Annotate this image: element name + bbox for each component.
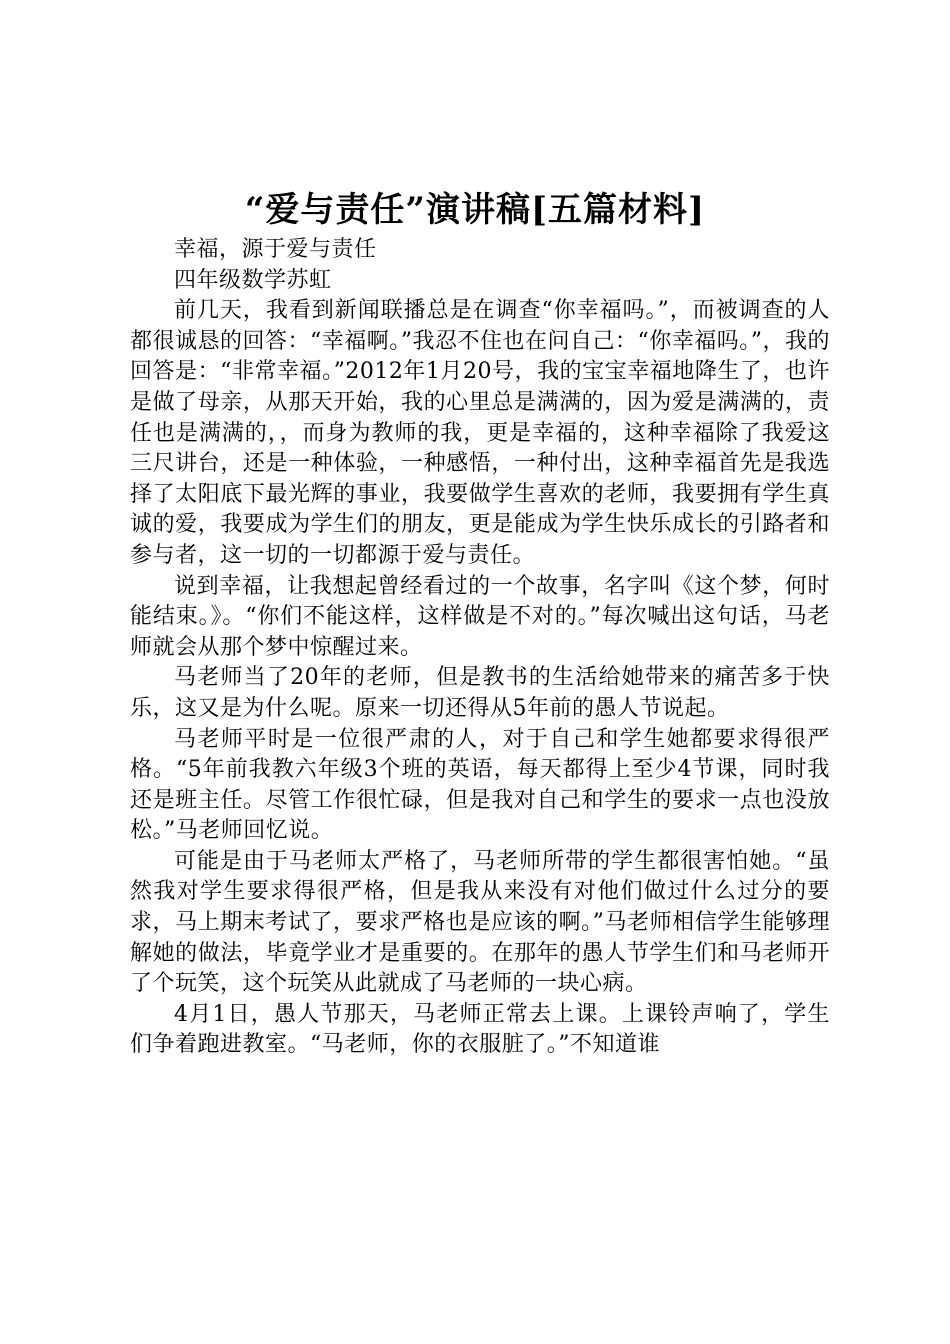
document-body (130, 235, 830, 1061)
paragraph: 4月1日，愚人节那天，马老师正常去上课。上课铃声响了，学生们争着跑进教室。“马老师，你的衣服脏了。”不知道谁 (130, 1001, 830, 1058)
paragraph: 马老师当了20年的老师，但是教书的生活给她带来的痛苦多于快乐，这又是为什么呢。原来一切还得从5年前的愚人节说起。 (130, 665, 830, 721)
paragraph-subtitle: 幸福，源于爱与责任 (174, 237, 377, 262)
document-title: “爱与责任”演讲稿[五篇材料] (244, 190, 706, 230)
paragraph: 前几天，我看到新闻联播总是在调查“你幸福吗。”，而被调查的人都很诚恳的回答：“幸福啊。”我忍不住也在问自己：“你幸福吗。”，我的回答是：“非常幸福。”2012年1月20号，我的宝宝幸福地降生了，也许是做了母亲，从那天开始，我的心里总是满满的，因为爱是满满的，责任也是满满的，，而身为教师的我，更是幸福的，这种幸福除了我爱这三尺讲台，还是一种体验，一种感悟，一种付出，这种幸福首先是我选择了太阳底下最光辉的事业，我要做学生喜欢的老师，我要拥有学生真诚的爱，我要成为学生们的朋友，更是能成为学生快乐成长的引路者和参与者，这一切的一切都源于爱与责任。 (130, 298, 830, 568)
paragraph-author: 四年级数学苏虹 (174, 267, 332, 293)
paragraph: 说到幸福，让我想起曾经看过的一个故事，名字叫《这个梦，何时能结束。》。“你们不能这样，这样做是不对的。”每次喊出这句话，马老师就会从那个梦中惊醒过来。 (130, 573, 830, 660)
paragraph: 马老师平时是一位很严肃的人，对于自己和学生她都要求得很严格。“5年前我教六年级3个班的英语，每天都得上至少4节课，同时我还是班主任。尽管工作很忙碌，但是我对自己和学生的要求一点也没放松。”马老师回忆说。 (130, 726, 830, 844)
paragraph: 可能是由于马老师太严格了，马老师所带的学生都很害怕她。“虽然我对学生要求得很严格，但是我从来没有对他们做过什么过分的要求，马上期末考试了，要求严格也是应该的啊。”马老师相信学生能够理解她的做法，毕竟学业才是重要的。在那年的愚人节学生们和马老师开了个玩笑，这个玩笑从此就成了马老师的一块心病。 (130, 848, 830, 997)
